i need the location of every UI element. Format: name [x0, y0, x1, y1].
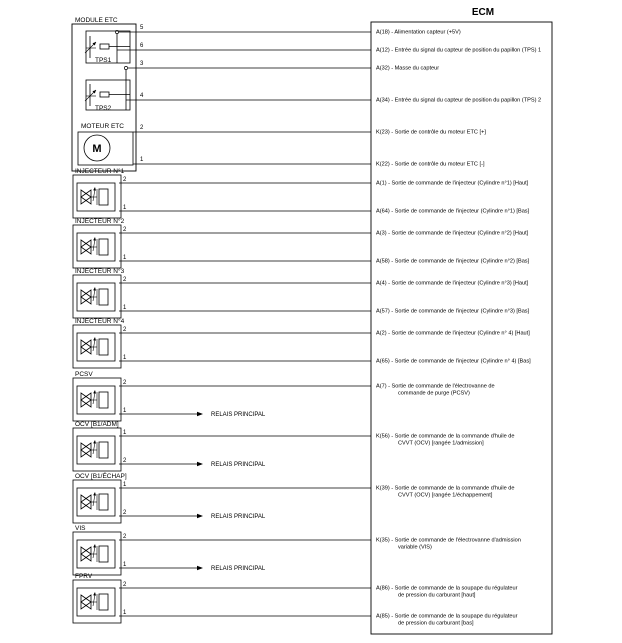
- valve-icon: [81, 290, 91, 304]
- pin-number: 2: [123, 458, 127, 464]
- pin-number: 1: [123, 255, 127, 261]
- tps2-sensor: [85, 68, 130, 110]
- component: [73, 317, 531, 368]
- arrow-right-icon: [197, 462, 203, 466]
- relay-label: RELAIS PRINCIPAL: [211, 566, 266, 572]
- pin-number: 4: [140, 93, 144, 99]
- component-title: VIS: [75, 525, 86, 532]
- component: [73, 267, 530, 318]
- pin-number: 1: [123, 562, 127, 568]
- component: [73, 573, 518, 627]
- ecm-pin-label: A(1) - Sortie de commande de l'injecteur (Cylindre n°1) [Haut]: [376, 180, 529, 187]
- module-row: [117, 43, 541, 54]
- component-title: OCV [B1/ADM]: [75, 421, 119, 428]
- module-row: [126, 93, 541, 104]
- ecm-pin-label: A(34) - Entrée du signal du capteur de position du papillon (TPS) 2: [376, 97, 542, 104]
- component: [73, 371, 495, 421]
- valve-icon: [81, 393, 91, 407]
- ecm-pin-label: A(7) - Sortie de commande de l'électrovanne de: [376, 383, 495, 390]
- pin-number: 2: [123, 534, 127, 540]
- ecm-pin-label: A(4) - Sortie de commande de l'injecteur (Cylindre n°3) [Haut]: [376, 280, 529, 287]
- tps1-label: TPS1: [95, 57, 112, 64]
- component: [73, 471, 515, 523]
- ecm-pin-label: A(57) - Sortie de commande de l'injecteur (Cylindre n°3) [Bas]: [376, 308, 530, 315]
- component-title: INJECTEUR N°2: [75, 218, 125, 225]
- coil-icon: [99, 339, 108, 355]
- ecm-pin-label: K(22) - Sortie de contrôle du moteur ETC [-]: [376, 161, 485, 168]
- coil-icon: [99, 239, 108, 255]
- coil-icon: [99, 189, 108, 205]
- pin-number: 2: [123, 582, 127, 588]
- pin-number: 2: [123, 380, 127, 386]
- pin-number: 1: [123, 355, 127, 361]
- pin-number: 1: [123, 205, 127, 211]
- wire-junction: [124, 66, 127, 69]
- valve-icon: [81, 495, 91, 509]
- valve-icon: [81, 340, 91, 354]
- ecm-title: ECM: [471, 7, 495, 18]
- component: [73, 525, 521, 575]
- pin-number: 1: [123, 610, 127, 616]
- module-row: [117, 25, 461, 36]
- component: [73, 421, 515, 471]
- relay-label: RELAIS PRINCIPAL: [211, 462, 266, 468]
- pin-number: 1: [123, 305, 127, 311]
- relay-label: RELAIS PRINCIPAL: [211, 514, 266, 520]
- ecm-pin-label: CVVT (OCV) [rangée 1/admission]: [398, 440, 484, 447]
- module-row: [133, 125, 486, 136]
- valve-icon: [81, 190, 91, 204]
- valve-icon: [81, 240, 91, 254]
- coil-icon: [99, 289, 108, 305]
- module-connections: [115, 25, 541, 168]
- ecm-pin-label: A(58) - Sortie de commande de l'injecteur (Cylindre n°2) [Bas]: [376, 258, 530, 265]
- pin-number: 2: [140, 125, 144, 131]
- ecm-pin-label: K(56) - Sortie de commande de la commande d'huile de: [376, 433, 515, 440]
- valve-icon: [81, 547, 91, 561]
- motor-icon: [78, 132, 133, 165]
- component: [73, 167, 530, 218]
- component-title: FPRV: [75, 573, 93, 580]
- coil-icon: [99, 392, 108, 408]
- component-title: OCV [B1/ÉCHAP]: [75, 473, 127, 480]
- ecm-pin-label: K(23) - Sortie de contrôle du moteur ETC [+]: [376, 129, 486, 136]
- ecm-pin-label: A(85) - Sortie de commande de la soupape du régulateur: [376, 613, 518, 620]
- motor-title: MOTEUR ETC: [81, 123, 124, 130]
- pin-number: 5: [140, 25, 144, 31]
- component-title: INJECTEUR N°3: [75, 268, 125, 275]
- pin-number: 6: [140, 43, 144, 49]
- ecm-pin-label: de pression du carburant [haut]: [398, 592, 476, 599]
- ecm-pin-label: A(64) - Sortie de commande de l'injecteur (Cylindre n°1) [Bas]: [376, 208, 530, 215]
- ecm-pin-label: CVVT (OCV) [rangée 1/échappement]: [398, 492, 493, 499]
- module-row: [126, 61, 439, 72]
- ecm-pin-label: commande de purge (PCSV): [398, 390, 470, 397]
- module-row: [133, 157, 485, 168]
- ecm-pin-label: A(32) - Masse du capteur: [376, 65, 440, 72]
- pin-number: 2: [123, 277, 127, 283]
- valve-icon: [81, 443, 91, 457]
- coil-icon: [99, 546, 108, 562]
- pin-number: 1: [140, 157, 144, 163]
- pin-number: 1: [123, 430, 127, 436]
- pin-number: 1: [123, 482, 127, 488]
- component: [73, 217, 530, 268]
- arrow-right-icon: [197, 566, 203, 570]
- coil-icon: [99, 442, 108, 458]
- ecm-pin-label: A(2) - Sortie de commande de l'injecteur (Cylindre n° 4) [Haut]: [376, 330, 530, 337]
- ecm-pin-label: variable (VIS): [398, 544, 432, 551]
- ecm-pin-label: A(12) - Entrée du signal du capteur de position du papillon (TPS) 1: [376, 47, 542, 54]
- pin-number: 3: [140, 61, 144, 67]
- coil-icon: [99, 594, 108, 610]
- component-title: PCSV: [75, 371, 93, 378]
- arrow-right-icon: [197, 412, 203, 416]
- pin-number: 1: [123, 408, 127, 414]
- component-title: INJECTEUR N°1: [75, 168, 125, 175]
- ecm-pin-label: A(65) - Sortie de commande de l'injecteur (Cylindre n° 4) [Bas]: [376, 358, 531, 365]
- pin-number: 2: [123, 327, 127, 333]
- valve-icon: [81, 595, 91, 609]
- relay-label: RELAIS PRINCIPAL: [211, 412, 266, 418]
- components: [73, 167, 531, 627]
- component-title: INJECTEUR N°4: [75, 318, 125, 325]
- pin-number: 2: [123, 510, 127, 516]
- ecm-pin-label: A(86) - Sortie de commande de la soupape du régulateur: [376, 585, 518, 592]
- pin-number: 2: [123, 177, 127, 183]
- module-title: MODULE ETC: [75, 17, 118, 24]
- ecm-pin-label: de pression du carburant [bas]: [398, 620, 474, 627]
- tps2-label: TPS2: [95, 105, 112, 112]
- ecm-pin-label: A(3) - Sortie de commande de l'injecteur (Cylindre n°2) [Haut]: [376, 230, 529, 237]
- coil-icon: [99, 494, 108, 510]
- arrow-right-icon: [197, 514, 203, 518]
- ecm-pin-label: A(18) - Alimentation capteur (+5V): [376, 29, 461, 36]
- ecm-pin-label: K(35) - Sortie de commande de l'électrovanne d'admission: [376, 537, 521, 544]
- pin-number: 2: [123, 227, 127, 233]
- motor-symbol: M: [92, 143, 102, 155]
- ecm-pin-label: K(39) - Sortie de commande de la commande d'huile de: [376, 485, 515, 492]
